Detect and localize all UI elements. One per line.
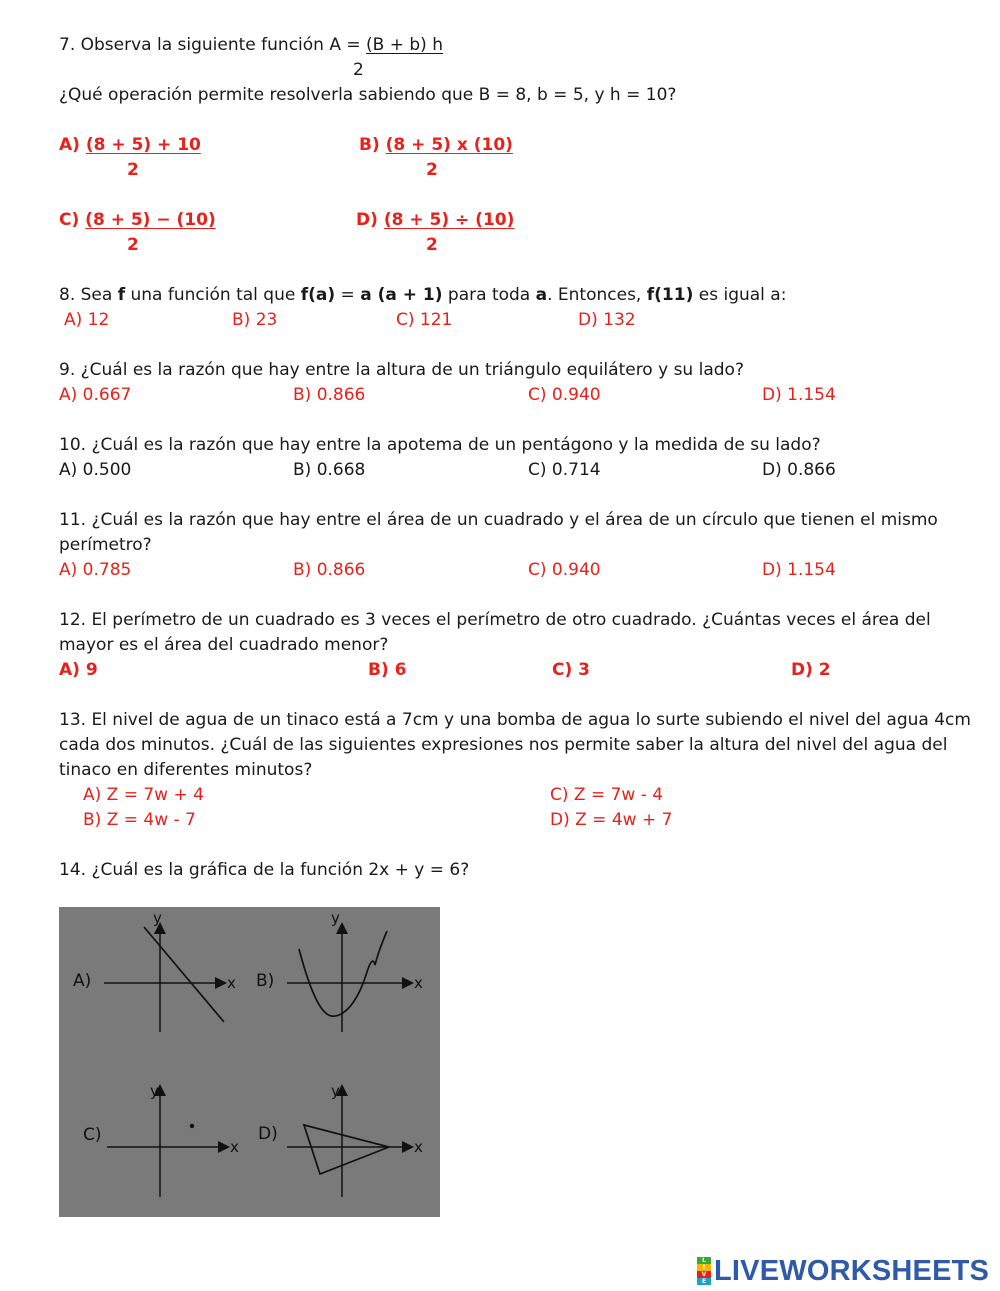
q10-option-b[interactable]: B) 0.668	[293, 460, 366, 480]
q13-option-d[interactable]: D) Z = 4w + 7	[550, 810, 673, 830]
q7-option-a[interactable]: A) (8 + 5) + 10	[59, 135, 201, 155]
q12-option-a[interactable]: A) 9	[59, 660, 98, 680]
q8-option-c[interactable]: C) 121	[396, 310, 453, 330]
graph-d-x-label: x	[414, 1138, 423, 1156]
q14-question: 14. ¿Cuál es la gráfica de la función 2x + y = 6?	[59, 860, 470, 880]
q13-question-line1: 13. El nivel de agua de un tinaco está a 7cm y una bomba de agua lo surte subiendo el nivel del agua 4cm	[59, 710, 971, 730]
q8-option-d[interactable]: D) 132	[578, 310, 636, 330]
graph-a[interactable]	[73, 909, 236, 1032]
q11-option-d[interactable]: D) 1.154	[762, 560, 836, 580]
graph-b[interactable]	[256, 909, 423, 1032]
q9-option-c[interactable]: C) 0.940	[528, 385, 601, 405]
graph-c-point	[190, 1124, 194, 1128]
q13-question-line3: tinaco en diferentes minutos?	[59, 760, 313, 780]
graph-d[interactable]	[258, 1082, 423, 1197]
graph-a-line	[144, 927, 224, 1022]
q10-option-a[interactable]: A) 0.500	[59, 460, 132, 480]
liveworksheets-logo[interactable]	[697, 1254, 990, 1287]
q12-option-c[interactable]: C) 3	[552, 660, 590, 680]
q7-option-d[interactable]: D) (8 + 5) ÷ (10)	[356, 210, 515, 230]
q14-graphs-image	[59, 907, 440, 1217]
q13-question-line2: cada dos minutos. ¿Cuál de las siguientes expresiones nos permite saber la altura del nivel del agua del	[59, 735, 948, 755]
q8-option-b[interactable]: B) 23	[232, 310, 278, 330]
graph-b-y-label: y	[331, 909, 340, 927]
q9-question: 9. ¿Cuál es la razón que hay entre la altura de un triángulo equilátero y su lado?	[59, 360, 744, 380]
q7-option-b-denominator: 2	[426, 160, 438, 180]
q10-option-d[interactable]: D) 0.866	[762, 460, 836, 480]
q12-option-b[interactable]: B) 6	[368, 660, 407, 680]
graph-d-triangle	[304, 1125, 389, 1174]
q9-option-b[interactable]: B) 0.866	[293, 385, 366, 405]
q10-option-c[interactable]: C) 0.714	[528, 460, 601, 480]
q8-option-a[interactable]: A) 12	[64, 310, 110, 330]
graph-c-y-label: y	[150, 1082, 159, 1100]
q7-formula-numerator: (B + b) h	[366, 35, 443, 55]
q7-formula-denominator: 2	[353, 60, 364, 80]
q9-option-a[interactable]: A) 0.667	[59, 385, 132, 405]
graph-d-y-label: y	[331, 1082, 340, 1100]
graph-c-label: C)	[83, 1125, 102, 1145]
q11-option-c[interactable]: C) 0.940	[528, 560, 601, 580]
graph-a-label: A)	[73, 971, 92, 991]
q13-option-a[interactable]: A) Z = 7w + 4	[83, 785, 204, 805]
q13-option-b[interactable]: B) Z = 4w - 7	[83, 810, 196, 830]
q7-question: ¿Qué operación permite resolverla sabiendo que B = 8, b = 5, y h = 10?	[59, 85, 677, 105]
q8-statement: 8. Sea f una función tal que f(a) = a (a + 1) para toda a. Entonces, f(11) es igual a:	[59, 285, 787, 305]
q7-option-d-denominator: 2	[426, 235, 438, 255]
q12-option-d[interactable]: D) 2	[791, 660, 831, 680]
q12-question-line1: 12. El perímetro de un cuadrado es 3 veces el perímetro de otro cuadrado. ¿Cuántas veces el área del	[59, 610, 931, 630]
graph-b-label: B)	[256, 971, 275, 991]
q7-option-b[interactable]: B) (8 + 5) x (10)	[359, 135, 513, 155]
q11-question-line2: perímetro?	[59, 535, 152, 555]
graph-d-label: D)	[258, 1124, 278, 1144]
q13-option-c[interactable]: C) Z = 7w - 4	[550, 785, 664, 805]
q7-option-c-denominator: 2	[127, 235, 139, 255]
q7-statement: 7. Observa la siguiente función A = (B + b) h	[59, 35, 443, 55]
q7-option-c[interactable]: C) (8 + 5) − (10)	[59, 210, 216, 230]
graph-a-y-label: y	[153, 909, 162, 927]
q10-question: 10. ¿Cuál es la razón que hay entre la apotema de un pentágono y la medida de su lado?	[59, 435, 821, 455]
logo-badge-icon: L I V E	[697, 1257, 711, 1285]
q11-option-a[interactable]: A) 0.785	[59, 560, 132, 580]
graph-c-x-label: x	[230, 1138, 239, 1156]
q11-question-line1: 11. ¿Cuál es la razón que hay entre el área de un cuadrado y el área de un círculo que tienen el mismo	[59, 510, 938, 530]
graph-b-x-label: x	[414, 974, 423, 992]
q12-question-line2: mayor es el área del cuadrado menor?	[59, 635, 389, 655]
graph-c[interactable]	[83, 1082, 239, 1197]
q7-option-a-denominator: 2	[127, 160, 139, 180]
q11-option-b[interactable]: B) 0.866	[293, 560, 366, 580]
q9-option-d[interactable]: D) 1.154	[762, 385, 836, 405]
graph-b-curve	[299, 931, 387, 1016]
graph-a-x-label: x	[227, 974, 236, 992]
logo-text: LIVEWORKSHEETS	[714, 1254, 990, 1287]
